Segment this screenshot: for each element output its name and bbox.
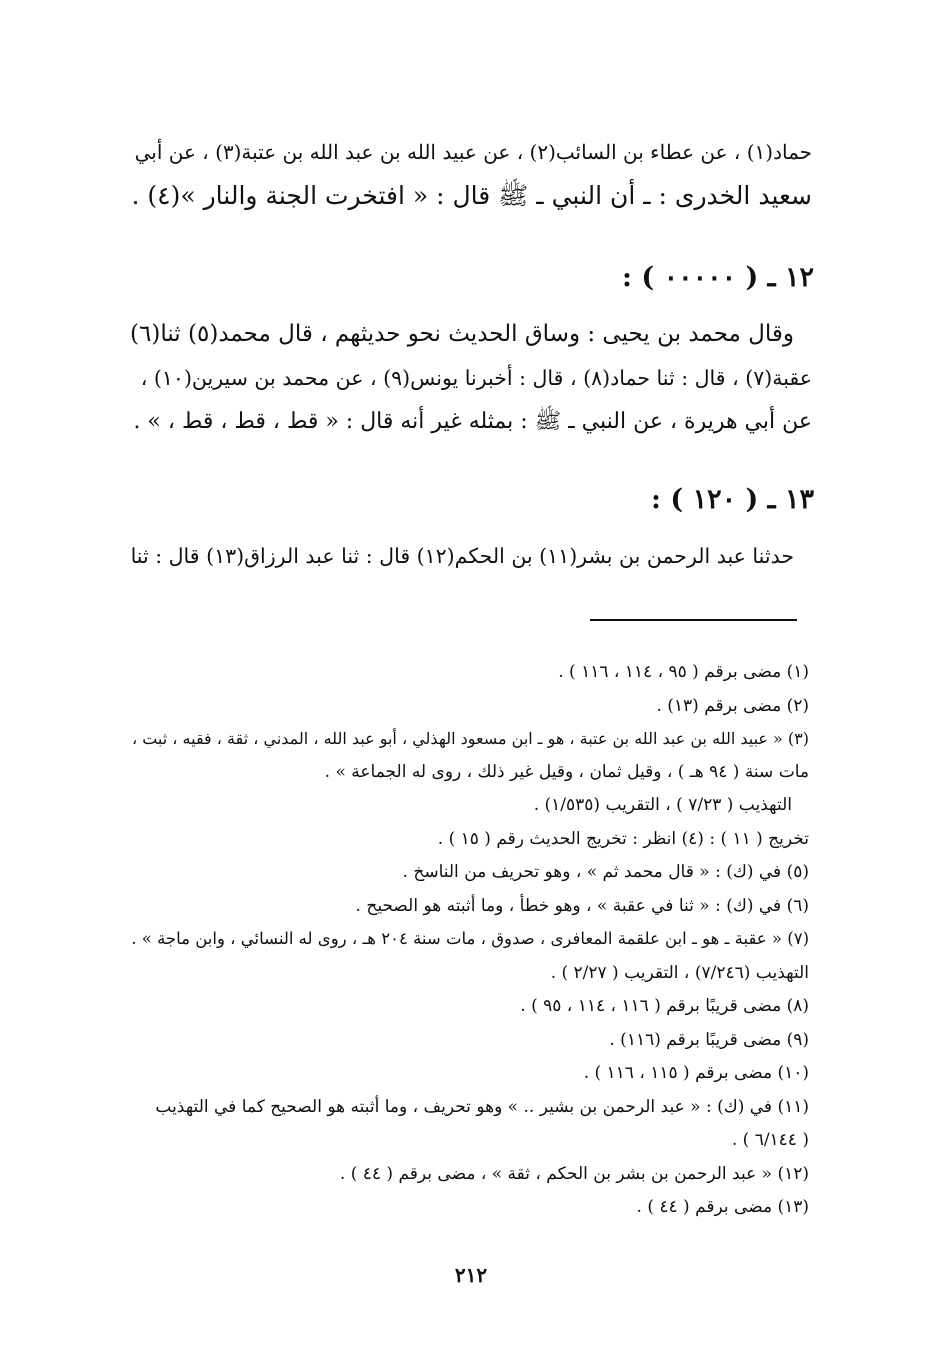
footnote-3-continued: مات سنة ( ٩٤ هـ ) ، وقيل ثمان ، وقيل غير ذلك ، روى له الجماعة » . bbox=[324, 762, 809, 782]
page-number: ٢١٢ bbox=[454, 1263, 488, 1287]
footnote-13: (١٣) مضى برقم ( ٤٤ ) . bbox=[636, 1197, 809, 1217]
main-paragraph-2-line-3: عن أبي هريرة ، عن النبي ـ ﷺ : بمثله غير أنه قال : « قط ، قط ، قط ، » . bbox=[133, 409, 812, 434]
footnote-9: (٩) مضى قريبًا برقم (١١٦) . bbox=[609, 1030, 809, 1050]
footnote-8: (٨) مضى قريبًا برقم ( ١١٦ ، ١١٤ ، ٩٥ ) . bbox=[520, 996, 809, 1016]
footnote-7-source: التهذيب (٧/٢٤٦) ، التقريب ( ٢/٢٧ ) . bbox=[550, 963, 809, 983]
footnote-2: (٢) مضى برقم (١٣) . bbox=[656, 696, 809, 716]
hadith-heading-13: ١٣ ـ ( ١٢٠ ) : bbox=[651, 484, 814, 515]
main-paragraph-1-line-1: حماد(١) ، عن عطاء بن السائب(٢) ، عن عبيد الله بن عبد الله بن عتبة(٣) ، عن أبي bbox=[134, 140, 812, 164]
main-paragraph-2-line-1: وقال محمد بن يحيى : وساق الحديث نحو حديثهم ، قال محمد(٥) ثنا(٦) bbox=[130, 321, 794, 347]
footnote-5: (٥) في (ك) : « قال محمد ثم » ، وهو تحريف من الناسخ . bbox=[402, 862, 809, 882]
footnote-3: (٣) « عبيد الله بن عبد الله بن عتبة ، هو ـ ابن مسعود الهذلي ، أبو عبد الله ، المدني ، ثقة ، فقيه ، ثبت ، bbox=[131, 729, 809, 748]
footnote-12: (١٢) « عبد الرحمن بن بشر بن الحكم ، ثقة » ، مضى برقم ( ٤٤ ) . bbox=[339, 1164, 809, 1184]
hadith-heading-12: ١٢ ـ ( ٠٠٠٠٠ ) : bbox=[622, 262, 814, 293]
footnote-3-source: التهذيب ( ٧/٢٣ ) ، التقريب (١/٥٣٥) . bbox=[533, 795, 792, 815]
footnote-6: (٦) في (ك) : « ثنا في عقبة » ، وهو خطأ ، وما أثبته هو الصحيح . bbox=[355, 896, 809, 916]
footnote-separator bbox=[590, 619, 797, 621]
footnote-1: (١) مضى برقم ( ٩٥ ، ١١٤ ، ١١٦ ) . bbox=[558, 662, 809, 682]
footnote-takhrij-11: تخريج ( ١١ ) : (٤) انظر : تخريج الحديث رقم ( ١٥ ) . bbox=[437, 829, 809, 849]
main-paragraph-1-line-2: سعيد الخدرى : ـ أن النبي ـ ﷺ قال : « افتخرت الجنة والنار »(٤) . bbox=[131, 181, 812, 210]
footnote-11: (١١) في (ك) : « عبد الرحمن بن بشير .. » وهو تحريف ، وما أثبته هو الصحيح كما في التهذيب bbox=[155, 1097, 809, 1117]
footnote-7: (٧) « عقبة ـ هو ـ ابن علقمة المعافرى ، صدوق ، مات سنة ٢٠٤ هـ ، روى له النسائي ، وابن ماجة » . bbox=[131, 929, 809, 948]
main-paragraph-3-line-1: حدثنا عبد الرحمن بن بشر(١١) بن الحكم(١٢) قال : ثنا عبد الرزاق(١٣) قال : ثنا bbox=[130, 544, 794, 568]
main-paragraph-2-line-2: عقبة(٧) ، قال : ثنا حماد(٨) ، قال : أخبرنا يونس(٩) ، عن محمد بن سيرين(١٠) ، bbox=[140, 366, 812, 390]
footnote-11-continued: ( ٦/١٤٤ ) . bbox=[731, 1130, 809, 1150]
footnote-10: (١٠) مضى برقم ( ١١٥ ، ١١٦ ) . bbox=[583, 1063, 809, 1083]
